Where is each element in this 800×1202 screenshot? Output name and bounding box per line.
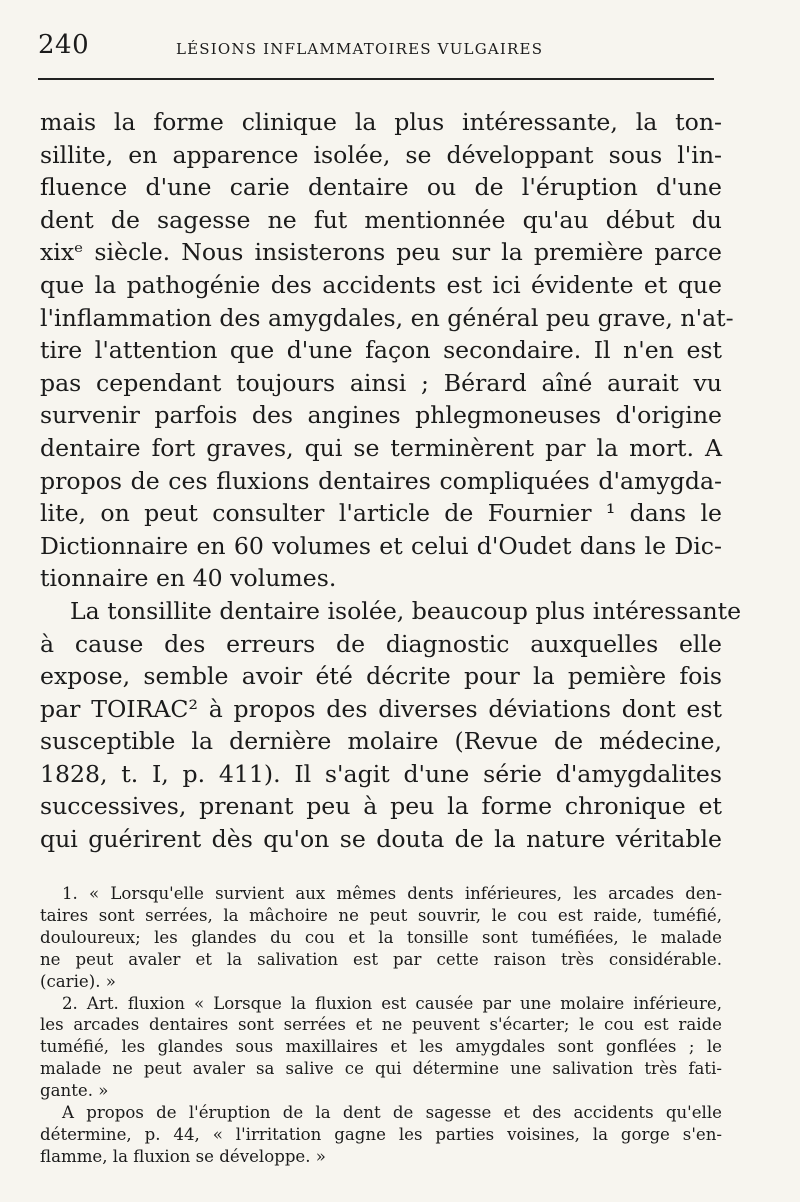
text-line: que la pathogénie des accidents est ici évidente et que [40,270,722,299]
text-line: expose, semble avoir été décrite pour la pemière fois [40,662,722,691]
footnote-line: ne peut avaler et la salivation est par cette raison très considérable. [40,949,722,969]
footnote-line: A propos de l'éruption de la dent de sagesse et des accidents qu'elle [62,1103,722,1123]
footnote-line: (carie). » [40,971,116,991]
footnote [40,1102,722,1168]
text-line: xixᵉ siècle. Nous insisterons peu sur la première parce [40,238,722,267]
footnotes [40,883,722,1168]
page-number: 240 [38,30,90,60]
text-line: Dictionnaire en 60 volumes et celui d'Oudet dans le Dic- [40,531,722,560]
text-line: sillite, en apparence isolée, se développant sous l'in- [40,140,722,169]
running-title: LÉSIONS INFLAMMATOIRES VULGAIRES [176,40,544,58]
footnote [40,993,722,1103]
paragraph [40,106,734,595]
text-line: à cause des erreurs de diagnostic auxquelles elle [40,629,722,658]
footnote-line: taires sont serrées, la mâchoire ne peut souvrir, le cou est raide, tuméfié, [40,905,722,925]
footnote-line: douloureux; les glandes du cou et la tonsille sont tuméfiées, le malade [40,927,722,947]
footnote-line: 1. « Lorsqu'elle survient aux mêmes dents inférieures, les arcades den- [62,884,722,903]
paragraph [40,595,742,856]
footnote [40,883,722,993]
footnote-line: gante. » [40,1081,109,1101]
footnote-line: flamme, la fluxion se développe. » [40,1146,326,1166]
footnote-line: 2. Art. fluxion « Lorsque la fluxion est causée par une molaire inférieure, [62,993,722,1013]
text-line: pas cependant toujours ainsi ; Bérard aîné aurait vu [40,368,722,397]
text-line: survenir parfois des angines phlegmoneuses d'origine [40,401,722,430]
footnote-line: les arcades dentaires sont serrées et ne peuvent s'écarter; le cou est raide [40,1015,722,1035]
text-line: mais la forme clinique la plus intéressante, la ton- [40,108,722,136]
text-line: par TOIRAC² à propos des diverses déviations dont est [40,694,722,723]
text-line: fluence d'une carie dentaire ou de l'éruption d'une [40,173,722,202]
text-line: dentaire fort graves, qui se terminèrent par la mort. A [40,433,722,462]
footnote-line: malade ne peut avaler sa salive ce qui détermine une salivation très fati- [40,1059,722,1079]
footnote-line: détermine, p. 44, « l'irritation gagne les parties voisines, la gorge s'en- [40,1124,722,1144]
body-text [40,106,742,856]
text-line: lite, on peut consulter l'article de Fournier ¹ dans le [40,499,722,528]
text-line: tionnaire en 40 volumes. [40,564,337,593]
text-line: propos de ces fluxions dentaires compliquées d'amygda- [40,466,722,495]
text-line: l'inflammation des amygdales, en général peu grave, n'at- [40,303,734,332]
header-rule [38,78,714,80]
text-line: successives, prenant peu à peu la forme chronique et [40,792,722,821]
text-line: tire l'attention que d'une façon secondaire. Il n'en est [40,336,722,365]
text-line: susceptible la dernière molaire (Revue de médecine, [40,727,722,756]
text-line: La tonsillite dentaire isolée, beaucoup plus intéressante [70,596,742,625]
footnote-line: tuméfié, les glandes sous maxillaires et les amygdales sont gonflées ; le [40,1037,722,1057]
page-header [38,30,714,70]
text-line: dent de sagesse ne fut mentionnée qu'au début du [40,205,722,234]
text-line: qui guérirent dès qu'on se douta de la nature véritable [40,825,722,854]
text-line: 1828, t. I, p. 411). Il s'agit d'une série d'amygdalites [40,759,722,788]
